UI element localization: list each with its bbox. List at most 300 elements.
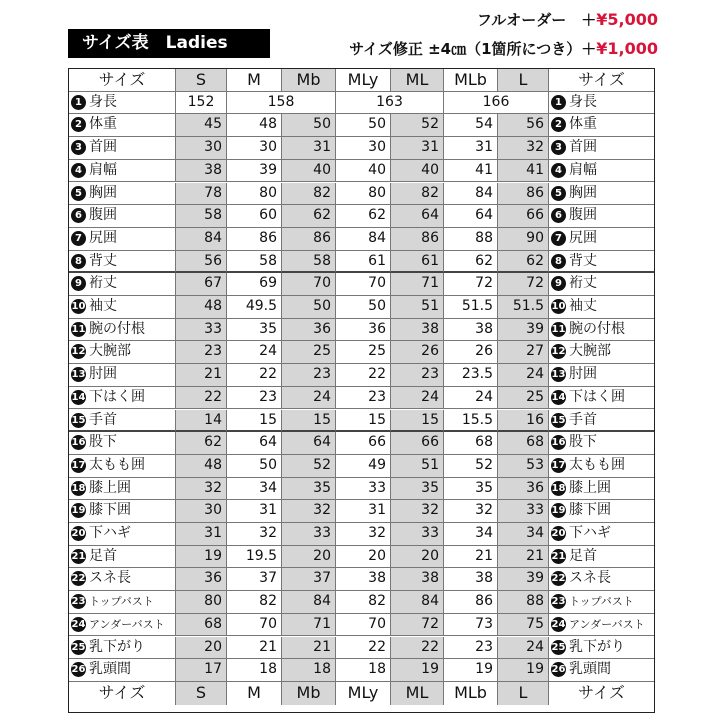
measurement-cell: 40 (336, 160, 391, 183)
measurement-cell: 31 (336, 500, 391, 523)
measurement-cell: 64 (282, 432, 336, 455)
row-label (69, 523, 176, 546)
measurement-cell: 32 (282, 500, 336, 523)
measurement-cell: 24 (444, 387, 498, 410)
row-label-text: 股下 (89, 434, 117, 451)
measurement-cell: 51.5 (498, 296, 549, 319)
row-number-badge: 14 (551, 391, 566, 403)
measurement-cell: 17 (176, 659, 227, 682)
row-label-text: 大腕部 (89, 343, 131, 360)
row-number-badge: 13 (71, 369, 86, 381)
measurement-cell: 40 (391, 160, 444, 183)
measurement-cell: 31 (444, 137, 498, 160)
row-label (549, 228, 654, 251)
measurement-cell: 24 (498, 364, 549, 387)
measurement-cell: 23 (282, 364, 336, 387)
row-label-text: 膝下囲 (569, 502, 611, 519)
row-number-badge: 25 (551, 641, 566, 653)
row-number-badge: 6 (71, 208, 86, 223)
measurement-cell: 50 (227, 455, 282, 478)
measurement-cell: 62 (444, 251, 498, 274)
measurement-cell: 66 (498, 205, 549, 228)
row-label-text: 身長 (89, 93, 117, 110)
measurement-cell: 58 (282, 251, 336, 274)
row-label-text: 太もも囲 (89, 456, 145, 473)
row-label-text: 背丈 (89, 252, 117, 269)
measurement-cell: 80 (227, 183, 282, 206)
measurement-cell: 30 (176, 500, 227, 523)
row-number-badge: 6 (551, 208, 566, 223)
height-value: 163 (336, 92, 444, 115)
measurement-cell: 32 (227, 523, 282, 546)
row-number-badge: 4 (551, 163, 566, 178)
full-order-price-line (477, 9, 658, 30)
measurement-cell: 15 (336, 410, 391, 433)
measurement-cell: 32 (336, 523, 391, 546)
row-number-badge: 18 (71, 482, 86, 494)
row-label (549, 410, 654, 433)
row-label (549, 546, 654, 569)
measurement-cell: 53 (498, 455, 549, 478)
measurement-cell: 61 (336, 251, 391, 274)
measurement-cell: 70 (282, 273, 336, 296)
measurement-cell: 33 (391, 523, 444, 546)
measurement-cell: 71 (282, 614, 336, 637)
measurement-cell: 70 (227, 614, 282, 637)
measurement-cell: 31 (227, 500, 282, 523)
row-label-text: 乳頭間 (569, 661, 611, 678)
measurement-cell: 35 (227, 319, 282, 342)
row-label-text: 太もも囲 (569, 456, 625, 473)
row-label (69, 432, 176, 455)
row-label (549, 614, 654, 637)
size-modify-price-line (349, 38, 658, 59)
measurement-cell: 52 (391, 114, 444, 137)
measurement-cell: 24 (498, 637, 549, 660)
measurement-cell: 32 (391, 500, 444, 523)
row-label-text: 足首 (89, 547, 117, 564)
measurement-cell: 26 (391, 341, 444, 364)
row-number-badge: 12 (71, 346, 86, 358)
measurement-cell: 38 (444, 319, 498, 342)
row-label-text: 膝上囲 (89, 479, 131, 496)
row-number-badge: 10 (71, 301, 86, 312)
measurement-cell: 19 (498, 659, 549, 682)
measurement-cell: 24 (282, 387, 336, 410)
row-number-badge: 3 (71, 140, 86, 155)
row-label-text: 袖丈 (569, 298, 597, 314)
measurement-cell: 64 (444, 205, 498, 228)
measurement-cell: 19.5 (227, 546, 282, 569)
size-column-header: Mb (282, 69, 336, 92)
measurement-cell: 50 (282, 114, 336, 137)
row-label (69, 114, 176, 137)
row-label-text: アンダーバスト (569, 617, 645, 631)
size-column-header: Mb (282, 682, 336, 705)
size-header-left: サイズ (69, 682, 176, 705)
row-number-badge: 1 (71, 95, 86, 110)
row-label-text: 肩幅 (89, 161, 117, 178)
row-label (69, 183, 176, 206)
measurement-cell: 32 (176, 478, 227, 501)
row-number-badge: 5 (71, 186, 86, 201)
row-label (549, 296, 654, 319)
row-label (69, 296, 176, 319)
measurement-cell: 22 (336, 637, 391, 660)
measurement-cell: 66 (391, 432, 444, 455)
measurement-cell: 24 (227, 341, 282, 364)
measurement-cell: 48 (176, 296, 227, 319)
row-label-text: 膝上囲 (569, 479, 611, 496)
row-label (549, 205, 654, 228)
size-table (68, 68, 655, 713)
measurement-cell: 22 (336, 364, 391, 387)
measurement-cell: 18 (336, 659, 391, 682)
measurement-cell: 36 (282, 319, 336, 342)
measurement-cell: 41 (498, 160, 549, 183)
row-number-badge: 21 (551, 550, 566, 562)
row-label (549, 659, 654, 682)
row-label (549, 319, 654, 342)
measurement-cell: 18 (227, 659, 282, 682)
row-label (69, 205, 176, 228)
row-label-text: 背丈 (569, 252, 597, 269)
row-label-text: 乳頭間 (89, 661, 131, 678)
row-number-badge: 10 (551, 301, 566, 312)
measurement-cell: 90 (498, 228, 549, 251)
height-value: 158 (227, 92, 336, 115)
row-label (69, 500, 176, 523)
measurement-cell: 19 (391, 659, 444, 682)
measurement-cell: 33 (336, 478, 391, 501)
measurement-cell: 19 (176, 546, 227, 569)
size-column-header: L (498, 682, 549, 705)
measurement-cell: 51 (391, 455, 444, 478)
measurement-cell: 49 (336, 455, 391, 478)
row-label (69, 659, 176, 682)
size-column-header: MLy (336, 69, 391, 92)
row-label (549, 387, 654, 410)
measurement-cell: 39 (498, 568, 549, 591)
measurement-cell: 50 (282, 296, 336, 319)
measurement-cell: 41 (444, 160, 498, 183)
measurement-cell: 71 (391, 273, 444, 296)
measurement-cell: 61 (391, 251, 444, 274)
measurement-cell: 38 (176, 160, 227, 183)
row-label (549, 455, 654, 478)
measurement-cell: 62 (176, 432, 227, 455)
row-label-text: 腕の付根 (569, 320, 625, 337)
measurement-cell: 82 (282, 183, 336, 206)
row-label-text: 体重 (569, 116, 597, 133)
row-label (69, 137, 176, 160)
row-label (69, 92, 176, 115)
row-label-text: 下はく囲 (569, 388, 625, 405)
measurement-cell: 62 (498, 251, 549, 274)
row-number-badge: 22 (551, 573, 566, 585)
measurement-cell: 38 (336, 568, 391, 591)
row-label-text: 手首 (89, 411, 117, 428)
row-label-text: 裄丈 (569, 275, 597, 292)
row-number-badge: 1 (551, 95, 566, 110)
row-label (69, 637, 176, 660)
row-number-badge: 23 (71, 596, 86, 608)
measurement-cell: 39 (227, 160, 282, 183)
measurement-cell: 21 (444, 546, 498, 569)
measurement-cell: 23 (227, 387, 282, 410)
row-number-badge: 24 (551, 618, 566, 630)
row-label (69, 591, 176, 614)
measurement-cell: 30 (227, 137, 282, 160)
size-column-header: ML (391, 69, 444, 92)
row-label (69, 251, 176, 274)
row-number-badge: 8 (551, 254, 566, 269)
measurement-cell: 15 (391, 410, 444, 433)
measurement-cell: 22 (176, 387, 227, 410)
row-number-badge: 9 (551, 276, 566, 291)
measurement-cell: 16 (498, 410, 549, 433)
measurement-cell: 21 (498, 546, 549, 569)
height-value: 166 (444, 92, 549, 115)
row-number-badge: 17 (71, 459, 86, 471)
measurement-cell: 48 (227, 114, 282, 137)
row-label-text: 下ハギ (569, 525, 611, 541)
measurement-cell: 30 (176, 137, 227, 160)
row-label-text: トップバスト (89, 595, 154, 609)
row-label (69, 160, 176, 183)
measurement-cell: 88 (498, 591, 549, 614)
row-label-text: 身長 (569, 93, 597, 110)
measurement-cell: 35 (282, 478, 336, 501)
row-label (69, 614, 176, 637)
measurement-cell: 64 (227, 432, 282, 455)
row-label-text: 肘囲 (89, 366, 117, 383)
measurement-cell: 38 (391, 568, 444, 591)
measurement-cell: 15 (227, 410, 282, 433)
size-modify-label: サイズ修正 ±4㎝（1箇所につき）＋ (349, 40, 597, 58)
measurement-cell: 56 (176, 251, 227, 274)
measurement-cell: 84 (336, 228, 391, 251)
row-label (549, 160, 654, 183)
row-number-badge: 14 (71, 391, 86, 403)
row-label (69, 568, 176, 591)
row-number-badge: 17 (551, 459, 566, 471)
row-label (549, 364, 654, 387)
measurement-cell: 64 (391, 205, 444, 228)
size-header-right: サイズ (549, 69, 654, 92)
measurement-cell: 39 (498, 319, 549, 342)
row-label (549, 568, 654, 591)
measurement-cell: 33 (176, 319, 227, 342)
measurement-cell: 20 (336, 546, 391, 569)
measurement-cell: 72 (498, 273, 549, 296)
row-number-badge: 8 (71, 254, 86, 269)
measurement-cell: 40 (282, 160, 336, 183)
measurement-cell: 31 (282, 137, 336, 160)
measurement-cell: 21 (282, 637, 336, 660)
measurement-cell: 20 (282, 546, 336, 569)
row-label (69, 273, 176, 296)
row-label (549, 591, 654, 614)
row-number-badge: 15 (71, 414, 86, 426)
measurement-cell: 84 (282, 591, 336, 614)
measurement-cell: 38 (444, 568, 498, 591)
measurement-cell: 50 (336, 296, 391, 319)
row-number-badge: 3 (551, 140, 566, 155)
measurement-cell: 58 (176, 205, 227, 228)
measurement-cell: 38 (391, 319, 444, 342)
measurement-cell: 26 (444, 341, 498, 364)
row-number-badge: 11 (71, 323, 86, 335)
row-label (69, 319, 176, 342)
measurement-cell: 49.5 (227, 296, 282, 319)
row-number-badge: 22 (71, 573, 86, 585)
row-number-badge: 25 (71, 641, 86, 653)
row-number-badge: 16 (551, 437, 566, 449)
row-label-text: 乳下がり (89, 638, 145, 655)
measurement-cell: 36 (176, 568, 227, 591)
size-column-header: L (498, 69, 549, 92)
row-number-badge: 5 (551, 186, 566, 201)
measurement-cell: 82 (336, 591, 391, 614)
row-label (549, 137, 654, 160)
measurement-cell: 80 (336, 183, 391, 206)
measurement-cell: 25 (498, 387, 549, 410)
row-label-text: 胸囲 (569, 184, 597, 201)
measurement-cell: 70 (336, 614, 391, 637)
row-label-text: 体重 (89, 116, 117, 133)
size-column-header: MLb (444, 69, 498, 92)
row-label (69, 410, 176, 433)
measurement-cell: 48 (176, 455, 227, 478)
row-label-text: アンダーバスト (89, 617, 165, 631)
row-label (69, 364, 176, 387)
measurement-cell: 78 (176, 183, 227, 206)
row-label (69, 228, 176, 251)
measurement-cell: 68 (498, 432, 549, 455)
row-label (549, 114, 654, 137)
row-number-badge: 24 (71, 618, 86, 630)
measurement-cell: 15 (282, 410, 336, 433)
measurement-cell: 23 (176, 341, 227, 364)
measurement-cell: 52 (444, 455, 498, 478)
measurement-cell: 86 (444, 591, 498, 614)
measurement-cell: 72 (391, 614, 444, 637)
row-label-text: スネ長 (89, 570, 131, 587)
row-label (549, 183, 654, 206)
row-number-badge: 16 (71, 437, 86, 449)
row-number-badge: 26 (551, 664, 566, 676)
row-label-text: 肩幅 (569, 161, 597, 178)
row-label (69, 478, 176, 501)
measurement-cell: 33 (282, 523, 336, 546)
measurement-cell: 21 (176, 364, 227, 387)
measurement-cell: 84 (444, 183, 498, 206)
row-number-badge: 9 (71, 276, 86, 291)
size-column-header: M (227, 682, 282, 705)
size-modify-price: ¥1,000 (596, 39, 658, 58)
measurement-cell: 58 (227, 251, 282, 274)
page-title: サイズ表 Ladies (68, 29, 270, 58)
row-number-badge: 2 (551, 117, 566, 132)
measurement-cell: 60 (227, 205, 282, 228)
measurement-cell: 32 (444, 500, 498, 523)
measurement-cell: 20 (176, 637, 227, 660)
measurement-cell: 34 (227, 478, 282, 501)
measurement-cell: 54 (444, 114, 498, 137)
measurement-cell: 86 (282, 228, 336, 251)
row-label (549, 637, 654, 660)
row-number-badge: 20 (551, 528, 566, 539)
measurement-cell: 45 (176, 114, 227, 137)
row-label (549, 523, 654, 546)
row-number-badge: 21 (71, 550, 86, 562)
measurement-cell: 69 (227, 273, 282, 296)
row-label (549, 273, 654, 296)
row-label-text: 裄丈 (89, 275, 117, 292)
row-label-text: 下ハギ (89, 525, 131, 541)
measurement-cell: 62 (282, 205, 336, 228)
measurement-cell: 72 (444, 273, 498, 296)
row-label (549, 500, 654, 523)
measurement-cell: 25 (336, 341, 391, 364)
row-label-text: 足首 (569, 547, 597, 564)
full-order-price: ¥5,000 (596, 10, 658, 29)
row-number-badge: 19 (551, 505, 566, 517)
measurement-cell: 15.5 (444, 410, 498, 433)
measurement-cell: 21 (227, 637, 282, 660)
row-number-badge: 12 (551, 346, 566, 358)
measurement-cell: 50 (336, 114, 391, 137)
measurement-cell: 22 (227, 364, 282, 387)
row-label (549, 341, 654, 364)
measurement-cell: 30 (336, 137, 391, 160)
row-number-badge: 13 (551, 369, 566, 381)
measurement-cell: 75 (498, 614, 549, 637)
measurement-cell: 37 (282, 568, 336, 591)
measurement-cell: 86 (227, 228, 282, 251)
size-column-header: S (176, 69, 227, 92)
measurement-cell: 84 (176, 228, 227, 251)
measurement-cell: 35 (444, 478, 498, 501)
size-column-header: ML (391, 682, 444, 705)
measurement-cell: 27 (498, 341, 549, 364)
row-number-badge: 7 (71, 231, 86, 246)
size-column-header: M (227, 69, 282, 92)
row-number-badge: 19 (71, 505, 86, 517)
measurement-cell: 23.5 (444, 364, 498, 387)
row-label-text: 腕の付根 (89, 320, 145, 337)
measurement-cell: 23 (336, 387, 391, 410)
measurement-cell: 37 (227, 568, 282, 591)
row-label-text: 膝下囲 (89, 502, 131, 519)
size-header-left: サイズ (69, 69, 176, 92)
measurement-cell: 51 (391, 296, 444, 319)
measurement-cell: 33 (498, 500, 549, 523)
measurement-cell: 18 (282, 659, 336, 682)
measurement-cell: 34 (498, 523, 549, 546)
row-number-badge: 2 (71, 117, 86, 132)
measurement-cell: 31 (391, 137, 444, 160)
measurement-cell: 84 (391, 591, 444, 614)
measurement-cell: 19 (444, 659, 498, 682)
row-number-badge: 11 (551, 323, 566, 335)
measurement-cell: 62 (336, 205, 391, 228)
size-header-right: サイズ (578, 682, 625, 702)
measurement-cell: 68 (444, 432, 498, 455)
row-label (69, 341, 176, 364)
size-column-header: MLy (336, 682, 391, 705)
